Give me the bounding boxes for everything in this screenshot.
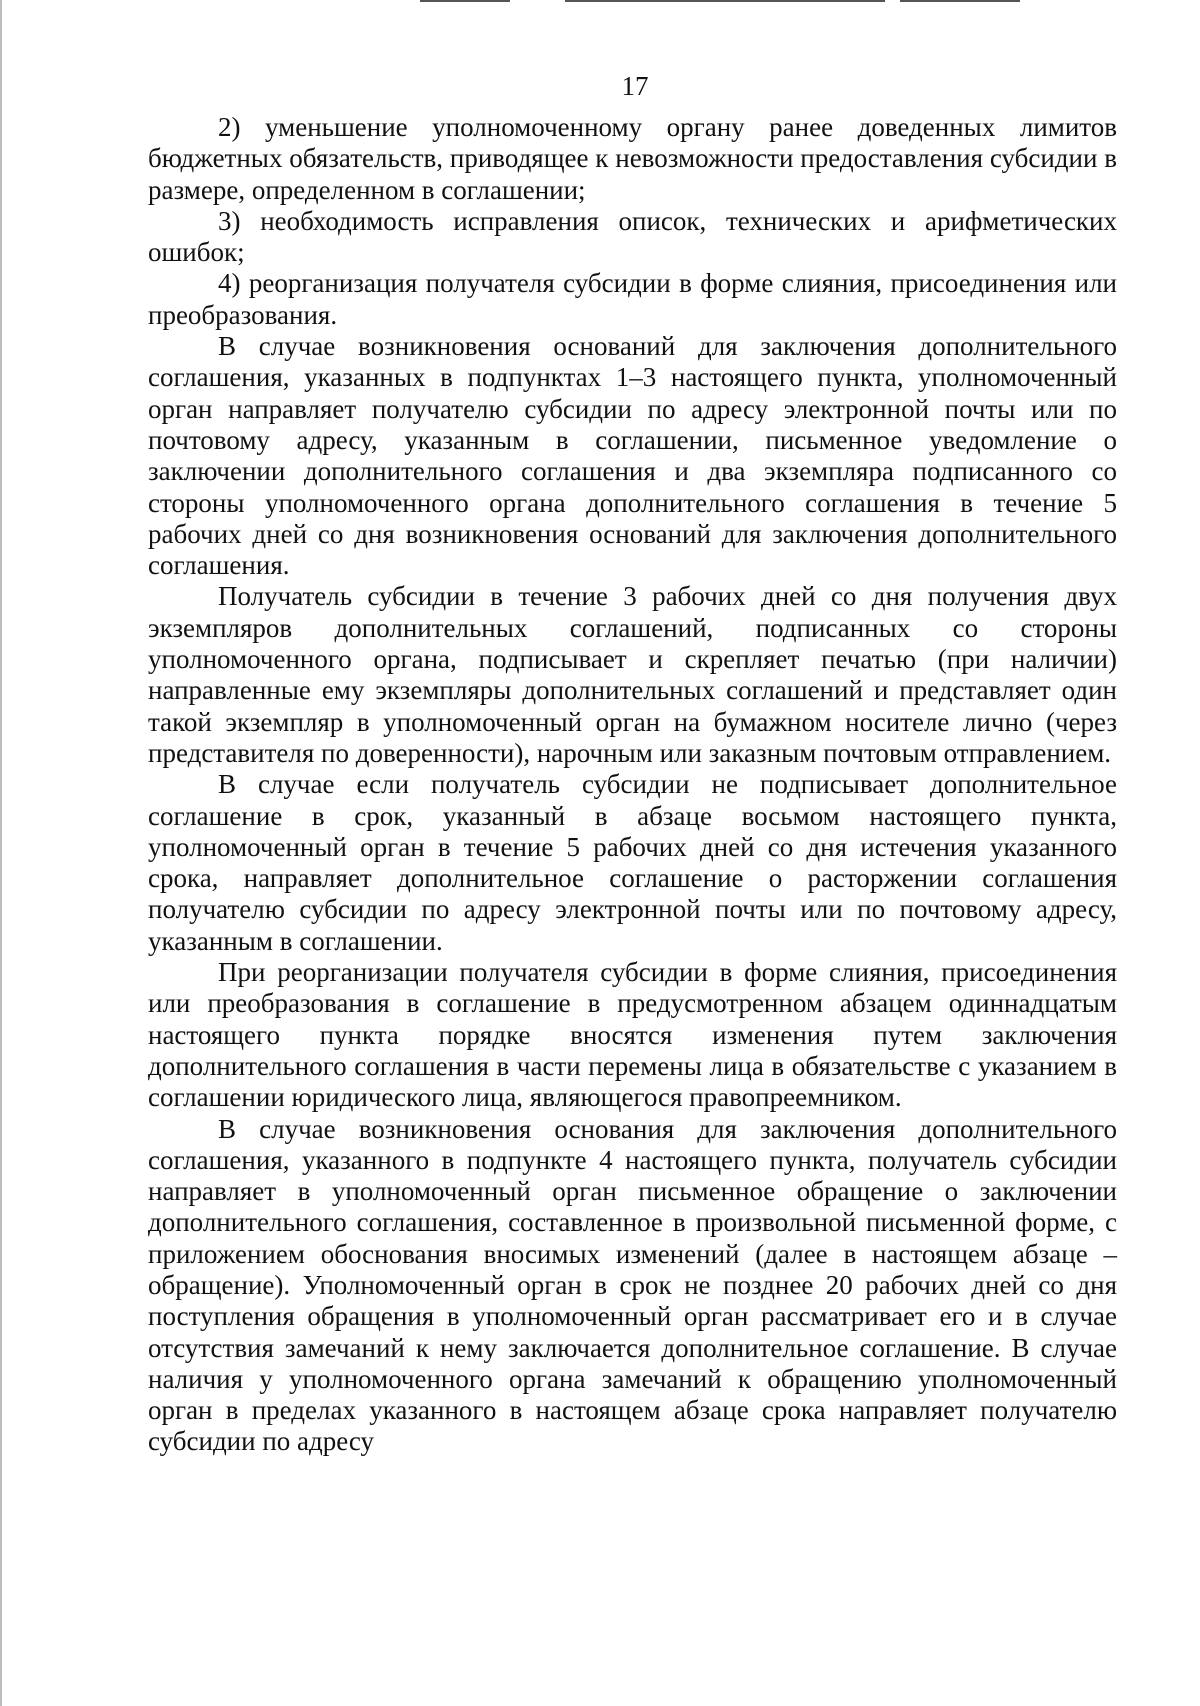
scan-top-rule — [565, 0, 885, 2]
paragraph: Получатель субсидии в течение 3 рабочих дней со дня получения двух экземпляров дополнительных соглашений, подписанных со стороны уполномоченного органа, подписывает и скрепляет печатью (при наличии) направленные ему экземпляры дополнительных соглашений и представляет один такой экземпляр в уполномоченный орган на бумажном носителе лично (через представителя по доверенности), нарочным или заказным почтовым отправлением. — [148, 581, 1117, 768]
paragraph: 2) уменьшение уполномоченному органу ранее доведенных лимитов бюджетных обязательств, приводящее к невозможности предоставления субсидии в размере, определенном в соглашении; — [148, 112, 1117, 205]
scan-top-rule — [420, 0, 510, 2]
scan-left-edge — [0, 0, 2, 1706]
paragraph: При реорганизации получателя субсидии в форме слияния, присоединения или преобразования в соглашение в предусмотренном абзацем одиннадцатым настоящего пункта порядке вносятся изменения путем заключения дополнительного соглашения в части перемены лица в обязательстве с указанием в соглашении юридического лица, являющегося правопреемником. — [148, 957, 1117, 1113]
page-number: 17 — [621, 71, 649, 101]
paragraph: В случае если получатель субсидии не подписывает дополнительное соглашение в срок, указанный в абзаце восьмом настоящего пункта, уполномоченный орган в течение 5 рабочих дней со дня истечения указанного срока, направляет дополнительное соглашение о расторжении соглашения получателю субсидии по адресу электронной почты или по почтовому адресу, указанным в соглашении. — [148, 769, 1117, 956]
paragraph: 3) необходимость исправления описок, технических и арифметических ошибок; — [148, 205, 1117, 268]
paragraph: В случае возникновения основания для заключения дополнительного соглашения, указанного в подпункте 4 настоящего пункта, получатель субсидии направляет в уполномоченный орган письменное обращение о заключении дополнительного соглашения, составленное в произвольной письменной форме, с приложением обоснования вносимых изменений (далее в настоящем абзаце – обращение). Уполномоченный орган в срок не позднее 20 рабочих дней со дня поступления обращения в уполномоченный орган рассматривает его и в случае отсутствия замечаний к нему заключается дополнительное соглашение. В случае наличия у уполномоченного органа замечаний к обращению уполномоченный орган в пределах указанного в настоящем абзаце срока направляет получателю субсидии по адресу — [148, 1113, 1117, 1457]
paragraph: В случае возникновения оснований для заключения дополнительного соглашения, указанных в подпунктах 1–3 настоящего пункта, уполномоченный орган направляет получателю субсидии по адресу электронной почты или по почтовому адресу, указанным в соглашении, письменное уведомление о заключении дополнительного соглашения и два экземпляра подписанного со стороны уполномоченного органа дополнительного соглашения в течение 5 рабочих дней со дня возникновения оснований для заключения дополнительного соглашения. — [148, 331, 1117, 581]
scan-top-rule — [900, 0, 1020, 2]
document-body — [148, 112, 1117, 1458]
paragraph: 4) реорганизация получателя субсидии в форме слияния, присоединения или преобразования. — [148, 268, 1117, 330]
